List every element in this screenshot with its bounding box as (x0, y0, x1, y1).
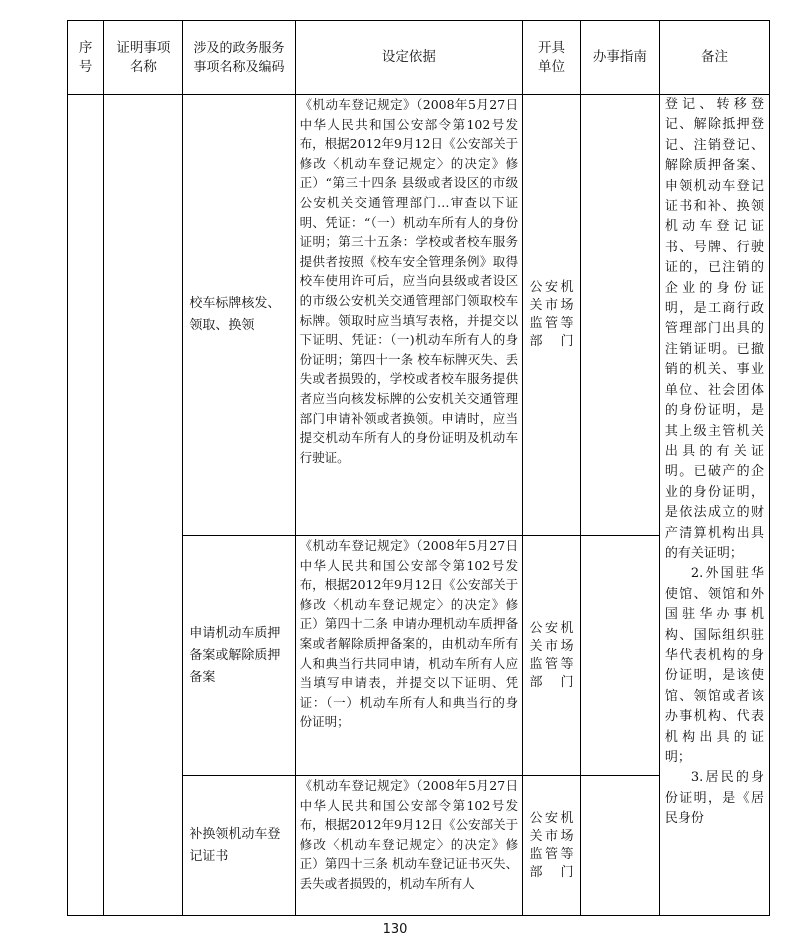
guide-cell (580, 95, 659, 536)
remarks-paragraph: 2.外国驻华使馆、领馆和外国驻华办事机构、国际组织驻华代表机构的身份证明，是该使馆、领馆或者该办事机构、代表机构出具的证明； (664, 566, 764, 765)
service-name-cell: 申请机动车质押备案或解除质押备案 (183, 536, 295, 776)
header-guide: 办事指南 (580, 21, 659, 95)
index-cell (68, 95, 104, 916)
basis-cell: 《机动车登记规定》（2008年5月27日中华人民共和国公安部令第102号发布，根据2012年9月12日《公安部关于修改〈机动车登记规定〉的决定》修正）“第三十四条 县级或者设区的市级公安机关交通管理部门…审查以下证明、凭证：“（一）机动车所有人的身份证明；第三十五条：学校或者校车服务提供者按照《校车安全管理条例》取得校车使用许可后，应当向县级或者设区的市级公安机关交通管理部门领取校车标牌。领取时应当填写表格，并提交以下证明、凭证：（一)机动车所有人的身份证明；第四十一条 校车标牌灭失、丢失或者损毁的，学校或者校车服务提供者应当向核发标牌的公安机关交通管理部门申请补领或者换领。申请时，应当提交机动车所有人的身份证明及机动车行驶证。 (295, 95, 523, 536)
remarks-paragraph: 3.居民的身份证明，是《居民身份 (664, 770, 764, 827)
page-number: 130 (382, 922, 408, 937)
guide-cell (580, 776, 659, 916)
header-basis: 设定依据 (295, 21, 523, 95)
cert-name-cell (104, 95, 183, 916)
header-remarks: 备注 (659, 21, 769, 95)
basis-cell: 《机动车登记规定》（2008年5月27日中华人民共和国公安部令第102号发布，根据2012年9月12日《公安部关于修改〈机动车登记规定〉的决定》修正）第四十二条 申请办理机动车质押备案或者解除质押备案的，由机动车所有人和典当行共同申请，机动车所有人应当填写申请表，并提交以下证明、凭证：（一）机动车所有人和典当行的身份证明； (295, 536, 523, 776)
issuer-cell (523, 95, 581, 536)
remarks-paragraph: 登记、转移登记、解除抵押登记、注销登记、解除质押备案、申领机动车登记证书和补、换领机动车登记证书、号牌、行驶证的，已注销的企业的身份证明，是工商行政管理部门出具的注销证明。已撤销的机关、事业单位、社会团体的身份证明，是其上级主管机关出具的有关证明。已破产的企业的身份证明，是依法成立的财产清算机构出具的有关证明； (664, 97, 764, 561)
issuer-cell (523, 776, 581, 916)
certification-table (67, 20, 770, 916)
header-cert-name: 证明事项名称 (104, 21, 183, 95)
table-row (68, 95, 770, 536)
header-service-name: 涉及的政务服务事项名称及编码 (183, 21, 295, 95)
basis-cell: 《机动车登记规定》（2008年5月27日中华人民共和国公安部令第102号发布，根据2012年9月12日《公安部关于修改〈机动车登记规定〉的决定》修正）第四十三条 机动车登记证书灭失、丢失或者损毁的，机动车所有人 (295, 776, 523, 916)
issuer-text: 公安机关市场监管等部门 (529, 280, 574, 349)
guide-cell (580, 536, 659, 776)
header-issuer: 开具单位 (523, 21, 581, 95)
issuer-text: 公安机关市场监管等部门 (529, 810, 574, 880)
service-name-cell: 补换领机动车登记证书 (183, 776, 295, 916)
table-header-row (68, 21, 770, 95)
issuer-text: 公安机关市场监管等部门 (529, 620, 574, 690)
service-name-cell: 校车标牌核发、领取、换领 (183, 95, 295, 536)
issuer-cell (523, 536, 581, 776)
remarks-cell (659, 95, 769, 916)
header-index: 序号 (68, 21, 104, 95)
